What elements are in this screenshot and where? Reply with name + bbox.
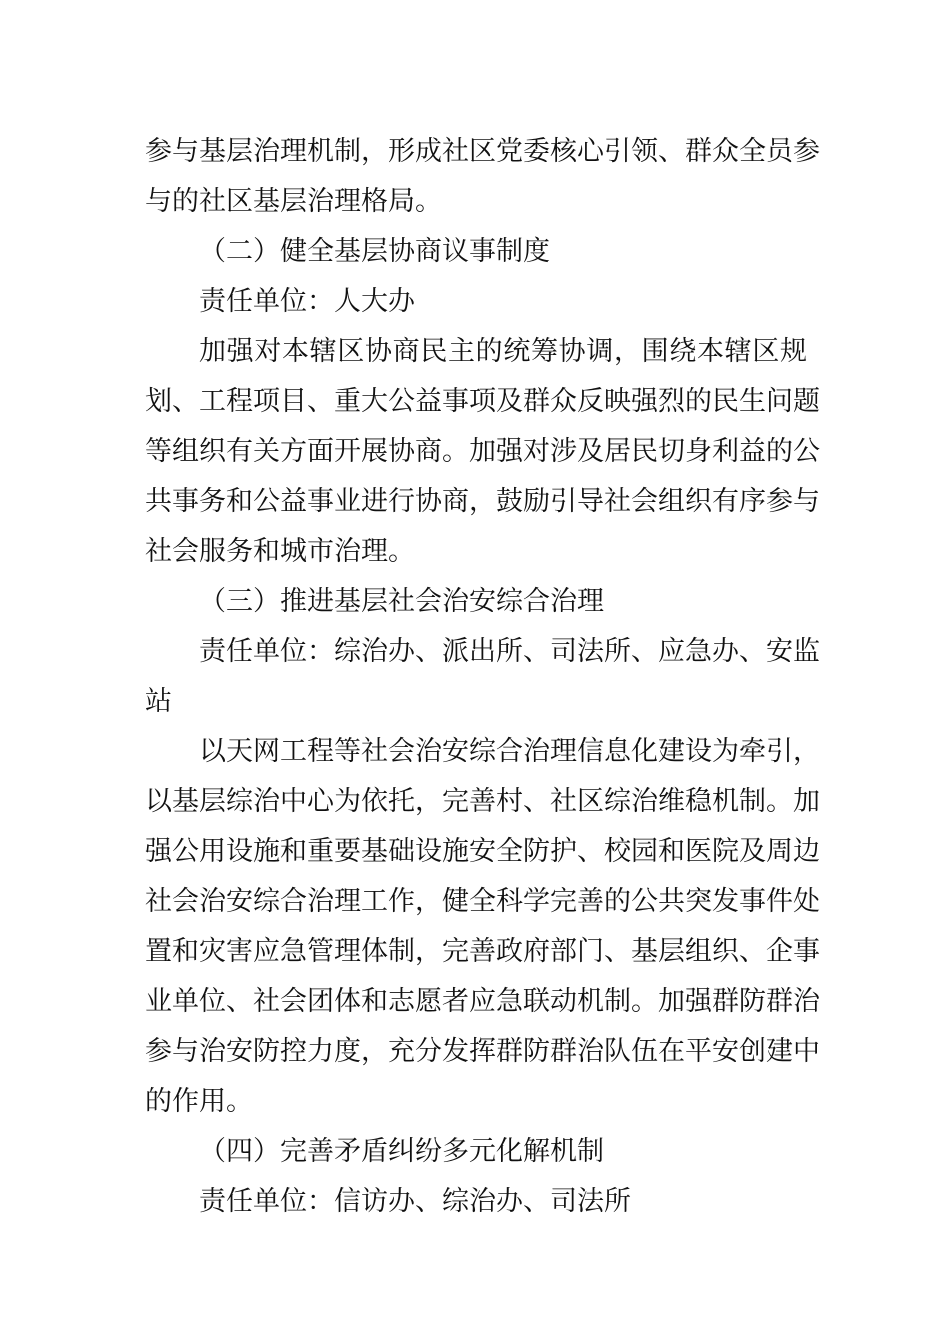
text-line: 责任单位：综治办、派出所、司法所、应急办、安监 bbox=[199, 636, 820, 667]
text-line: 强公用设施和重要基础设施安全防护、校园和医院及周边 bbox=[145, 836, 820, 867]
text-line: 参与基层治理机制，形成社区党委核心引领、群众全员参 bbox=[145, 136, 820, 167]
section-heading bbox=[145, 577, 807, 627]
text-line: 与的社区基层治理格局。 bbox=[145, 186, 442, 217]
text-line: 社会服务和城市治理。 bbox=[145, 536, 415, 567]
text-line: 责任单位：信访办、综治办、司法所 bbox=[199, 1186, 631, 1217]
text-line: 参与治安防控力度，充分发挥群防群治队伍在平安创建中 bbox=[145, 1036, 820, 1067]
body-paragraph bbox=[145, 727, 820, 1127]
text-line: 的作用。 bbox=[145, 1086, 253, 1117]
section-heading bbox=[145, 1127, 807, 1177]
heading-line: （二）健全基层协商议事制度 bbox=[199, 236, 550, 267]
text-line: 站 bbox=[145, 686, 172, 717]
text-line: 以基层综治中心为依托，完善村、社区综治维稳机制。加 bbox=[145, 786, 820, 817]
body-paragraph bbox=[145, 327, 820, 577]
text-line: 划、工程项目、重大公益事项及群众反映强烈的民生问题 bbox=[145, 386, 820, 417]
heading-line: （三）推进基层社会治安综合治理 bbox=[199, 586, 604, 617]
text-line: 业单位、社会团体和志愿者应急联动机制。加强群防群治 bbox=[145, 986, 820, 1017]
responsibility-unit bbox=[145, 277, 807, 327]
text-line: 以天网工程等社会治安综合治理信息化建设为牵引， bbox=[199, 736, 820, 767]
text-line: 共事务和公益事业进行协商，鼓励引导社会组织有序参与 bbox=[145, 486, 820, 517]
section-heading bbox=[145, 227, 807, 277]
responsibility-unit bbox=[145, 627, 820, 727]
text-line: 社会治安综合治理工作，健全科学完善的公共突发事件处 bbox=[145, 886, 820, 917]
heading-line: （四）完善矛盾纠纷多元化解机制 bbox=[199, 1136, 604, 1167]
document-body bbox=[145, 127, 820, 1227]
text-line: 加强对本辖区协商民主的统筹协调，围绕本辖区规 bbox=[199, 336, 807, 367]
responsibility-unit bbox=[145, 1177, 807, 1227]
text-line: 等组织有关方面开展协商。加强对涉及居民切身利益的公 bbox=[145, 436, 820, 467]
body-paragraph bbox=[145, 127, 820, 227]
text-line: 置和灾害应急管理体制，完善政府部门、基层组织、企事 bbox=[145, 936, 820, 967]
text-line: 责任单位：人大办 bbox=[199, 286, 415, 317]
